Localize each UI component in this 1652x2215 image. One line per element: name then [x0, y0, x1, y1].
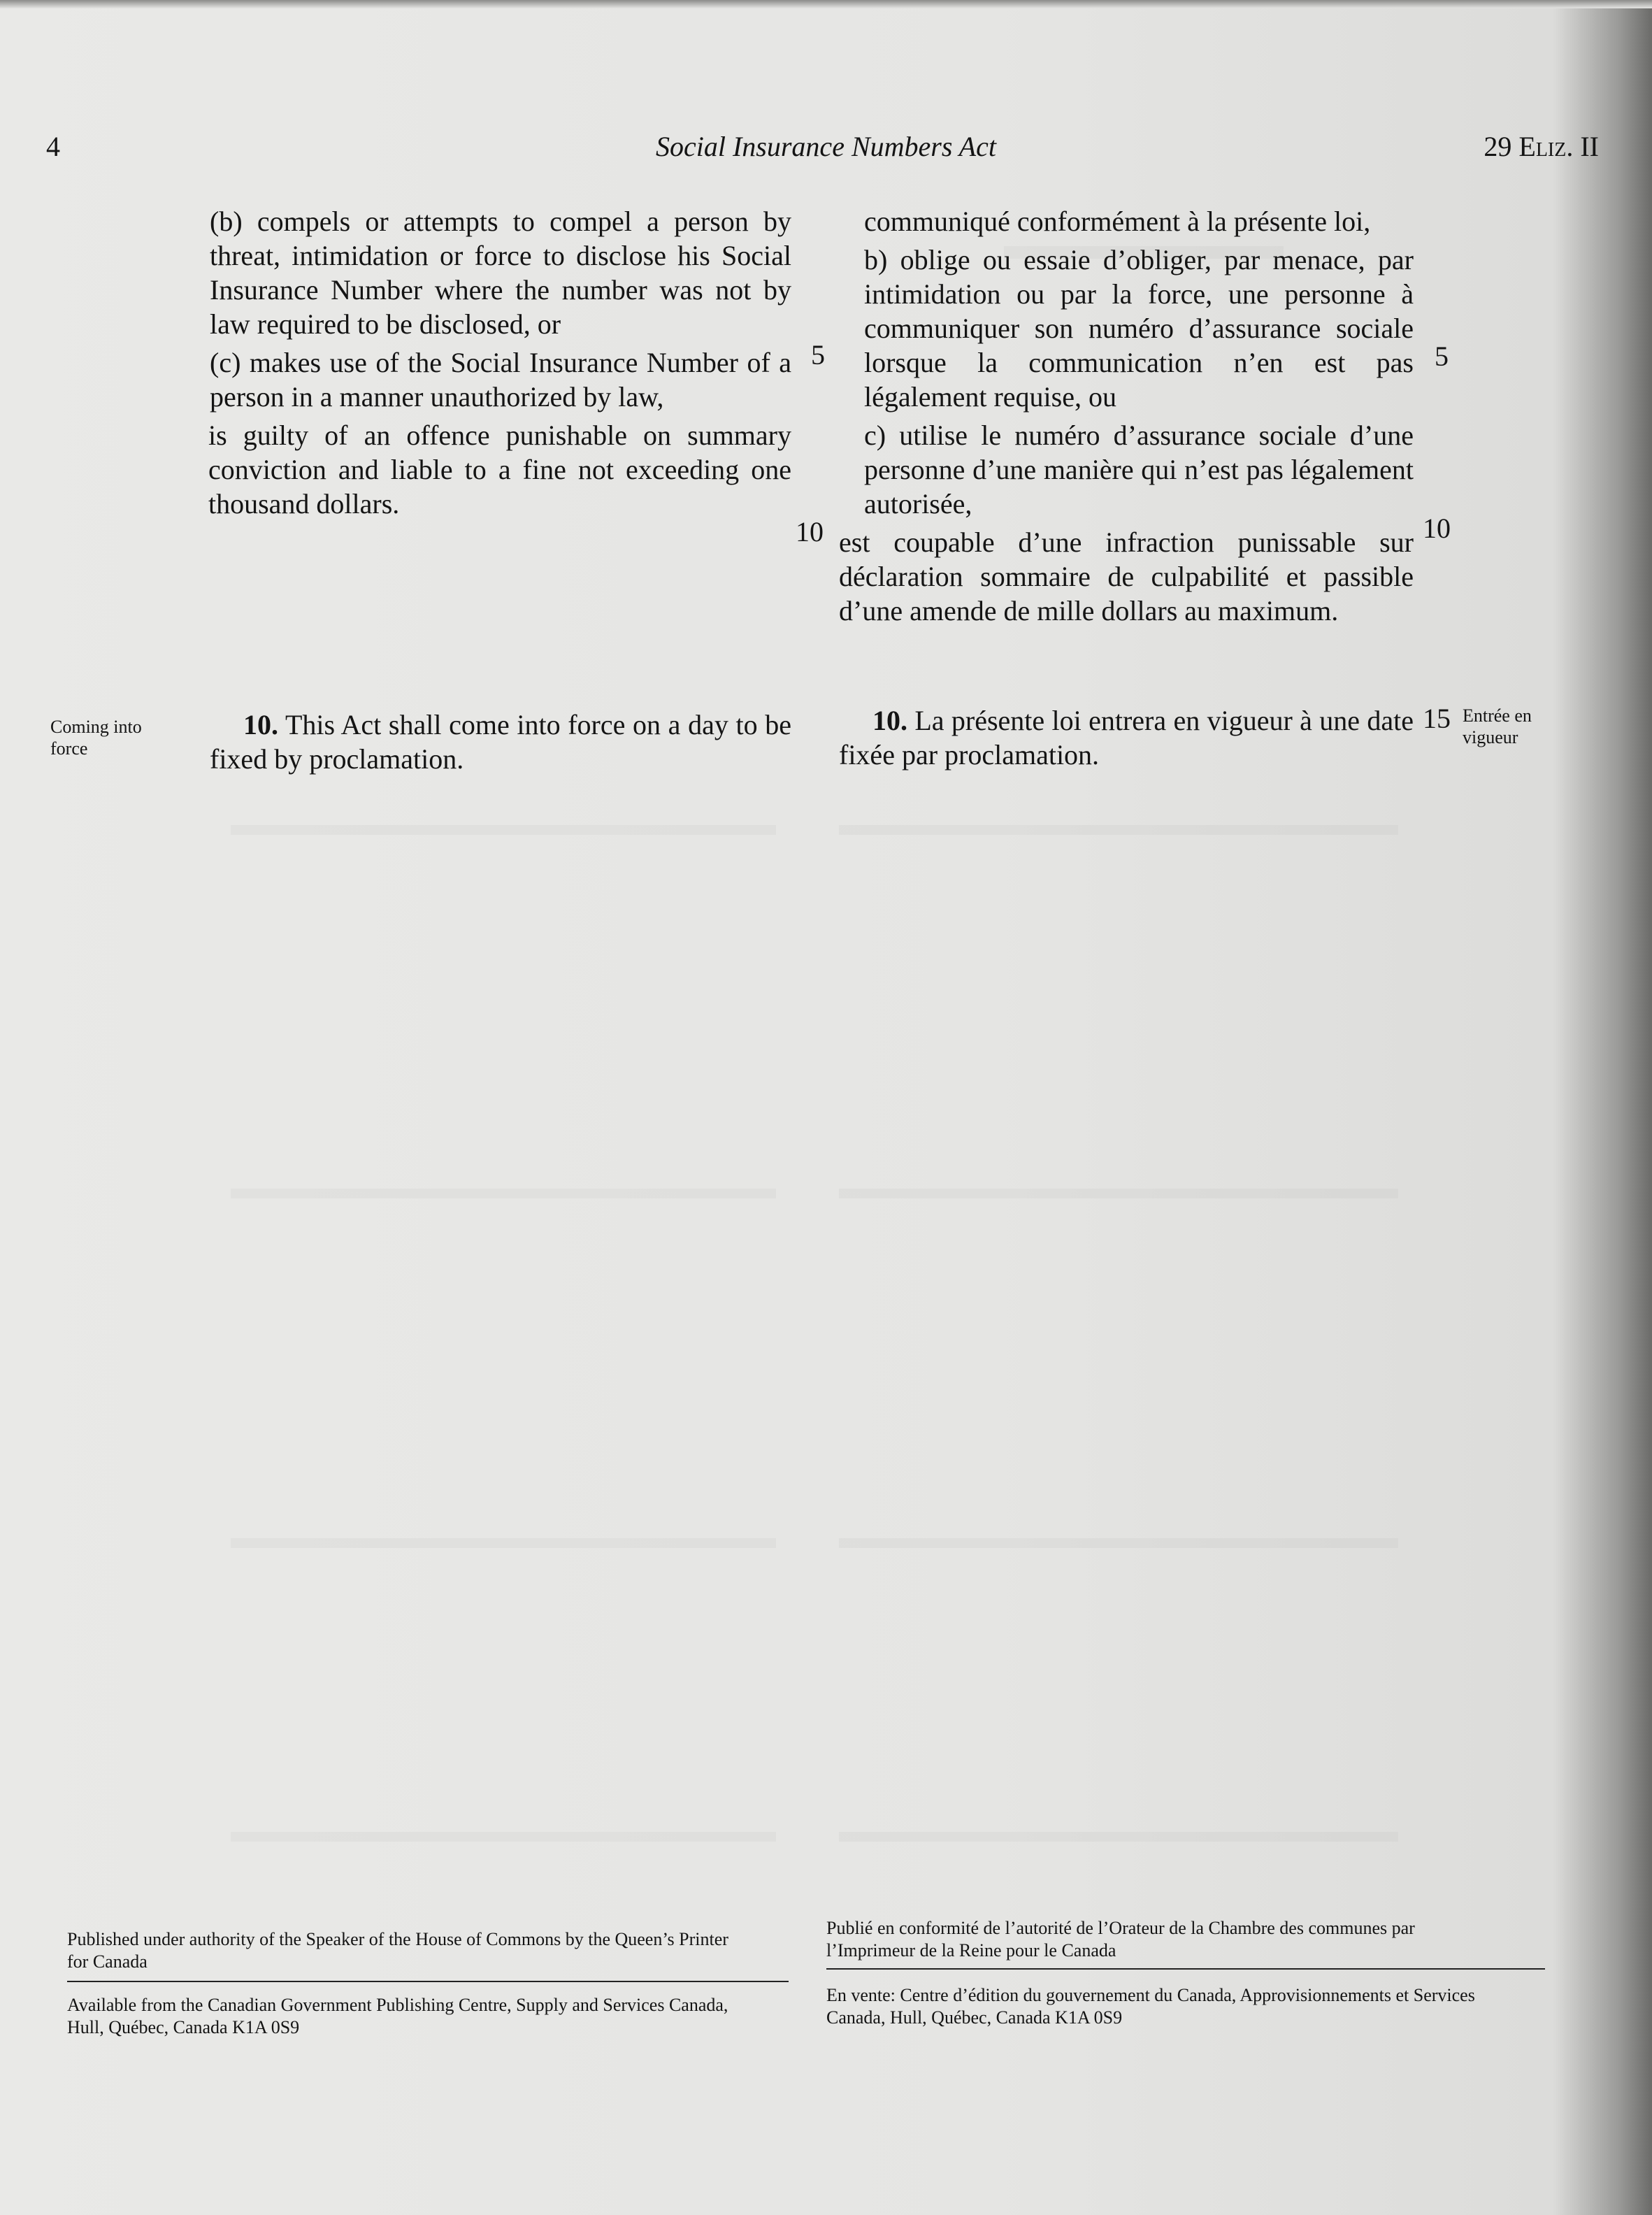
fr-section-10-number: 10. [872, 705, 907, 736]
footer-fr-rule [826, 1968, 1545, 1970]
margin-note-entree-en-vigueur: Entrée en vigueur [1463, 705, 1532, 747]
en-section-10-text: This Act shall come into force on a day to be fixed by proclamation. [210, 709, 792, 775]
page-number: 4 [46, 131, 60, 162]
en-penalty: is guilty of an offence punishable on summary conviction and liable to a fine not exceeding one thousand dollars. [208, 420, 791, 519]
fr-paragraph-c: c) utilise le numéro d’assurance sociale d’une personne d’une manière qui n’est pas légalement autorisée, [864, 420, 1414, 519]
fr-intro: communiqué conformément à la présente loi, [864, 206, 1371, 237]
footer-en-rule [67, 1981, 789, 1982]
fr-penalty: est coupable d’une infraction punissable sur déclaration sommaire de culpabilité et passible d’une amende de mille dollars au maximum. [839, 526, 1414, 626]
line-number-fr-5: 5 [1435, 341, 1449, 372]
line-number-en-5: 5 [811, 339, 825, 371]
english-column [210, 204, 791, 521]
en-paragraph-b: (b) compels or attempts to compel a person by threat, intimidation or force to disclose his Social Insurance Number where the number was not by law required to be disclosed, or [210, 206, 791, 340]
line-number-en-10: 10 [796, 516, 824, 547]
en-section-10-number: 10. [243, 709, 278, 740]
footer-en-available: Available from the Canadian Government Publishing Centre, Supply and Services Canada, Hull, Québec, Canada K1A 0S9 [67, 1995, 728, 2037]
fr-section-10 [839, 703, 1414, 772]
fr-section-10-text: La présente loi entrera en vigueur à une date fixée par proclamation. [839, 705, 1414, 770]
regnal-year [1484, 130, 1599, 163]
line-number-15: 15 [1423, 703, 1451, 734]
footer-fr-available: En vente: Centre d’édition du gouvernement du Canada, Approvisionnements et Services Canada, Hull, Québec, Canada K1A 0S9 [826, 1985, 1475, 2028]
en-paragraph-c: (c) makes use of the Social Insurance Number of a person in a manner unauthorized by law, [210, 347, 791, 413]
footer-en-published: Published under authority of the Speaker of the House of Commons by the Queen’s Printer for Canada [67, 1929, 728, 1972]
french-column [839, 204, 1414, 628]
line-number-fr-10: 10 [1423, 512, 1451, 544]
fr-paragraph-b: b) oblige ou essaie d’obliger, par menace, par intimidation ou par la force, une personne à communiquer son numéro d’assurance sociale lorsque la communication n’en est pas légalement requise, ou [864, 244, 1414, 413]
running-title: Social Insurance Numbers Act [656, 131, 996, 162]
scan-edge [0, 0, 1652, 8]
margin-note-coming-into-force: Coming into force [50, 717, 142, 759]
en-section-10 [210, 708, 791, 776]
footer-fr-published: Publié en conformité de l’autorité de l’Orateur de la Chambre des communes par l’Imprimeur de la Reine pour le Canada [826, 1918, 1415, 1960]
regnal-year-text: 29 Eliz. II [1484, 131, 1599, 162]
